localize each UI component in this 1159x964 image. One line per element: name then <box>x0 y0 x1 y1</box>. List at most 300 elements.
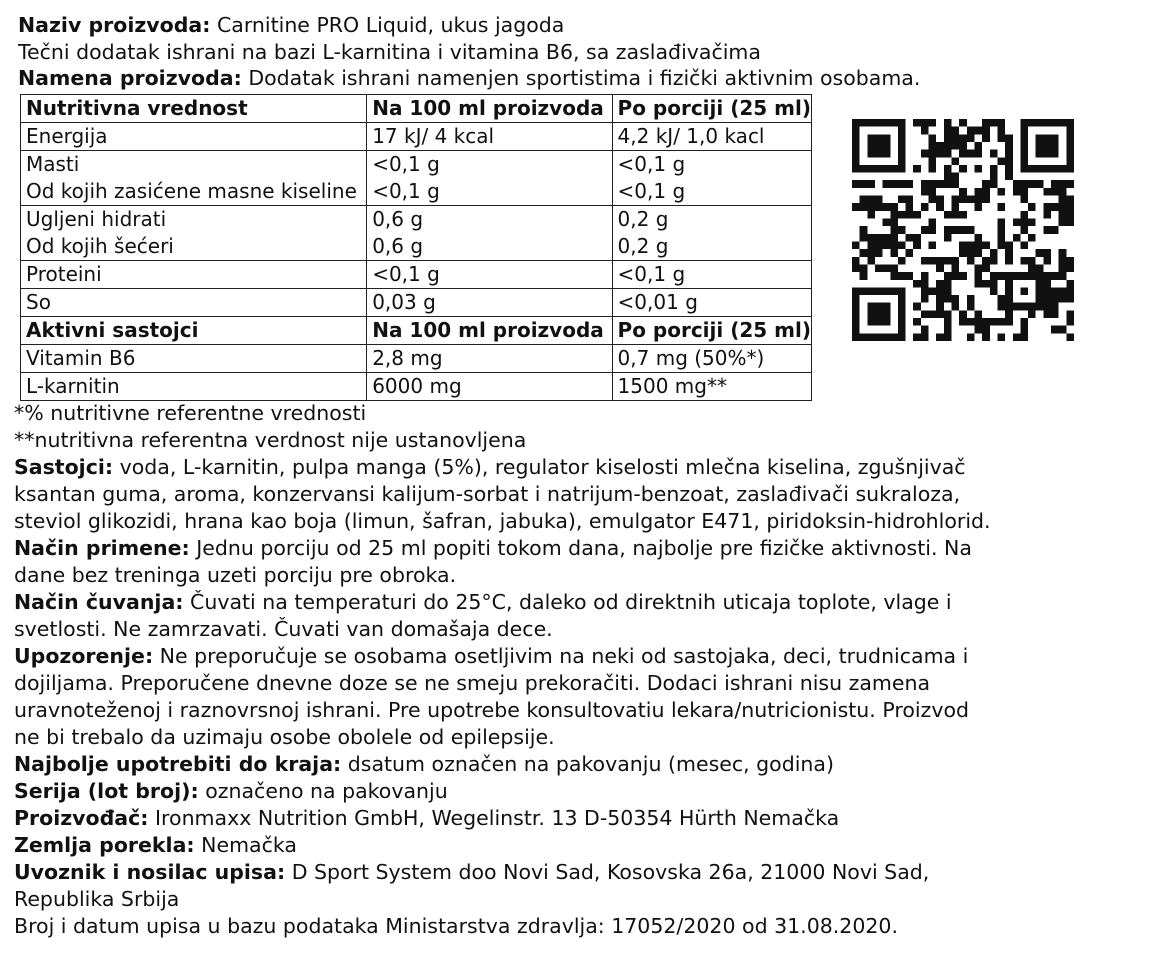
qr-module <box>867 211 875 219</box>
qr-module <box>883 310 891 318</box>
best-before-line: Najbolje upotrebiti do kraja: dsatum označen na pakovanju (mesec, godina) <box>14 752 834 776</box>
qr-module <box>921 287 929 295</box>
qr-module <box>1051 142 1059 150</box>
qr-module <box>952 127 960 135</box>
qr-module <box>1043 142 1051 150</box>
qr-module <box>883 165 891 173</box>
header-cell: Po porciji (25 ml) <box>612 317 811 345</box>
qr-module <box>860 180 868 188</box>
qr-module <box>1051 295 1059 303</box>
qr-module <box>898 165 906 173</box>
qr-module <box>1028 180 1036 188</box>
qr-module <box>959 165 967 173</box>
qr-module <box>952 134 960 142</box>
qr-module <box>967 134 975 142</box>
qr-module <box>1028 257 1036 265</box>
qr-module <box>959 196 967 204</box>
qr-module <box>852 241 860 249</box>
table-row <box>21 373 812 401</box>
qr-module <box>929 165 937 173</box>
best-before-label: Najbolje upotrebiti do kraja: <box>14 752 342 776</box>
qr-module <box>1013 234 1021 242</box>
qr-module <box>852 203 860 211</box>
qr-module <box>967 318 975 326</box>
qr-module <box>913 234 921 242</box>
qr-module <box>852 119 860 127</box>
qr-module <box>875 142 883 150</box>
qr-module <box>906 180 914 188</box>
qr-module <box>890 287 898 295</box>
qr-module <box>929 157 937 165</box>
qr-module <box>898 310 906 318</box>
qr-module <box>1043 303 1051 311</box>
qr-module <box>875 165 883 173</box>
qr-module <box>1005 157 1013 165</box>
qr-module <box>1043 150 1051 158</box>
qr-module <box>1059 119 1067 127</box>
qr-module <box>1066 203 1074 211</box>
qr-module <box>1013 303 1021 311</box>
qr-module <box>944 180 952 188</box>
qr-module <box>1005 295 1013 303</box>
qr-module <box>906 196 914 204</box>
qr-module <box>997 219 1005 227</box>
qr-module <box>921 119 929 127</box>
product-purpose-value: Dodatak ishrani namenjen sportistima i fizički aktivnim osobama. <box>241 66 921 90</box>
qr-module <box>936 310 944 318</box>
usage-line-2: dane bez treninga uzeti porciju pre obroka. <box>14 563 457 587</box>
qr-module <box>1066 280 1074 288</box>
qr-module <box>967 196 975 204</box>
qr-module <box>944 318 952 326</box>
origin-label: Zemlja porekla: <box>14 833 195 857</box>
qr-module <box>929 257 937 265</box>
qr-module <box>944 234 952 242</box>
qr-module <box>1066 134 1074 142</box>
qr-module <box>974 203 982 211</box>
qr-module <box>867 150 875 158</box>
qr-module <box>867 180 875 188</box>
qr-module <box>852 150 860 158</box>
qr-module <box>875 119 883 127</box>
qr-module <box>1059 188 1067 196</box>
qr-module <box>959 310 967 318</box>
qr-module <box>1036 180 1044 188</box>
warning-line-1: Upozorenje: Ne preporučuje se osobama osetljivim na neki od sastojaka, deci, trudnicama i <box>14 644 969 668</box>
qr-module <box>944 127 952 135</box>
qr-module <box>890 241 898 249</box>
qr-module <box>1066 196 1074 204</box>
qr-module <box>1020 241 1028 249</box>
qr-module <box>982 241 990 249</box>
qr-module <box>929 150 937 158</box>
qr-module <box>974 249 982 257</box>
row-per100: 2,8 mg <box>367 345 612 373</box>
qr-module <box>913 318 921 326</box>
table-row <box>21 123 812 151</box>
header-cell: Aktivni sastojci <box>21 317 367 345</box>
qr-module <box>1020 287 1028 295</box>
qr-module <box>852 264 860 272</box>
qr-module <box>898 226 906 234</box>
qr-module <box>913 280 921 288</box>
warning-line-4: ne bi trebalo da uzimaju osobe obolele od epilepsije. <box>14 725 555 749</box>
qr-module <box>852 318 860 326</box>
qr-module <box>1036 249 1044 257</box>
qr-module <box>936 303 944 311</box>
qr-module <box>1051 287 1059 295</box>
qr-module <box>1005 272 1013 280</box>
qr-module <box>1005 310 1013 318</box>
qr-module <box>883 150 891 158</box>
row-per-serving: 0,7 mg (50%*) <box>612 345 811 373</box>
qr-module <box>1059 203 1067 211</box>
qr-module <box>1059 180 1067 188</box>
qr-module <box>982 326 990 334</box>
qr-module <box>959 241 967 249</box>
qr-module <box>898 142 906 150</box>
qr-module <box>929 219 937 227</box>
qr-module <box>1036 264 1044 272</box>
qr-module <box>997 295 1005 303</box>
qr-module <box>929 142 937 150</box>
qr-module <box>1051 303 1059 311</box>
qr-module <box>883 142 891 150</box>
row-per100: 6000 mg <box>367 373 612 401</box>
qr-module <box>1020 318 1028 326</box>
qr-module <box>997 119 1005 127</box>
qr-module <box>1020 134 1028 142</box>
qr-module <box>1066 142 1074 150</box>
qr-module <box>1013 219 1021 227</box>
qr-module <box>1059 272 1067 280</box>
qr-module <box>913 241 921 249</box>
qr-module <box>860 287 868 295</box>
qr-module <box>852 287 860 295</box>
qr-module <box>921 188 929 196</box>
qr-module <box>990 287 998 295</box>
qr-module <box>1036 287 1044 295</box>
qr-module <box>852 310 860 318</box>
row-per100: 17 kJ/ 4 kcal <box>367 123 612 151</box>
qr-module <box>936 287 944 295</box>
qr-module <box>890 249 898 257</box>
qr-module <box>1059 326 1067 334</box>
qr-module <box>906 234 914 242</box>
qr-module <box>852 180 860 188</box>
qr-module <box>890 272 898 280</box>
qr-module <box>921 326 929 334</box>
qr-module <box>898 157 906 165</box>
qr-module <box>1005 165 1013 173</box>
qr-module <box>959 211 967 219</box>
product-purpose-line <box>18 65 920 92</box>
qr-module <box>898 150 906 158</box>
qr-module <box>997 303 1005 311</box>
qr-module <box>974 142 982 150</box>
qr-module <box>929 241 937 249</box>
header-cell: Po porciji (25 ml) <box>612 95 811 123</box>
qr-module <box>875 150 883 158</box>
qr-module <box>1051 326 1059 334</box>
qr-module <box>990 280 998 288</box>
qr-module <box>982 188 990 196</box>
qr-module <box>929 287 937 295</box>
qr-module <box>967 150 975 158</box>
qr-module <box>959 226 967 234</box>
qr-module <box>867 203 875 211</box>
qr-module <box>913 333 921 341</box>
qr-module <box>867 241 875 249</box>
qr-module <box>906 249 914 257</box>
qr-module <box>1020 257 1028 265</box>
qr-module <box>929 310 937 318</box>
qr-module <box>929 180 937 188</box>
qr-module <box>898 318 906 326</box>
qr-module <box>1066 257 1074 265</box>
qr-module <box>1036 165 1044 173</box>
qr-module <box>974 234 982 242</box>
qr-module <box>1028 264 1036 272</box>
qr-module <box>1043 188 1051 196</box>
qr-module <box>1036 272 1044 280</box>
qr-module <box>1013 272 1021 280</box>
qr-module <box>974 272 982 280</box>
table-header-row <box>21 95 812 123</box>
qr-module <box>944 280 952 288</box>
qr-module <box>875 249 883 257</box>
qr-module <box>944 287 952 295</box>
qr-module <box>952 257 960 265</box>
qr-module <box>875 333 883 341</box>
qr-module <box>1020 119 1028 127</box>
table-row <box>21 151 812 206</box>
qr-module <box>1051 203 1059 211</box>
qr-module <box>1020 165 1028 173</box>
qr-module <box>867 257 875 265</box>
storage-line-1: Način čuvanja: Čuvati na temperaturi do 25°C, daleko od direktnih uticaja toplote, vlage i <box>14 590 952 614</box>
qr-module <box>959 272 967 280</box>
footnote-1: *% nutritivne referentne vrednosti <box>14 401 367 425</box>
qr-module <box>921 226 929 234</box>
qr-module <box>1028 310 1036 318</box>
qr-module <box>959 142 967 150</box>
importer-line-1: Uvoznik i nosilac upisa: D Sport System doo Novi Sad, Kosovska 26a, 21000 Novi Sad, <box>14 860 930 884</box>
row-name: Masti Od kojih zasićene masne kiseline <box>21 151 367 206</box>
qr-module <box>867 333 875 341</box>
qr-module <box>1043 287 1051 295</box>
qr-module <box>982 280 990 288</box>
qr-module <box>1005 280 1013 288</box>
qr-module <box>875 264 883 272</box>
qr-module <box>1005 150 1013 158</box>
qr-module <box>1066 127 1074 135</box>
table-row <box>21 345 812 373</box>
qr-module <box>1036 150 1044 158</box>
qr-module <box>1020 219 1028 227</box>
qr-module <box>1059 196 1067 204</box>
qr-module <box>936 196 944 204</box>
qr-module <box>852 333 860 341</box>
qr-module <box>974 241 982 249</box>
qr-module <box>997 188 1005 196</box>
qr-module <box>860 234 868 242</box>
qr-module <box>1051 150 1059 158</box>
qr-module <box>1043 134 1051 142</box>
qr-module <box>898 196 906 204</box>
qr-module <box>959 249 967 257</box>
qr-module <box>1059 264 1067 272</box>
qr-module <box>852 326 860 334</box>
registration-line: Broj i datum upisa u bazu podataka Ministarstva zdravlja: 17052/2020 od 31.08.2020. <box>14 914 898 938</box>
qr-module <box>921 203 929 211</box>
usage-line-1: Način primene: Jednu porciju od 25 ml popiti tokom dana, najbolje pre fizičke aktivnosti. Na <box>14 536 972 560</box>
row-per-serving: <0,1 g <box>612 261 811 289</box>
qr-module <box>952 226 960 234</box>
qr-module <box>974 196 982 204</box>
qr-module <box>967 295 975 303</box>
qr-module <box>883 287 891 295</box>
qr-module <box>898 211 906 219</box>
qr-module <box>1051 180 1059 188</box>
qr-module <box>944 226 952 234</box>
qr-module <box>1043 203 1051 211</box>
qr-module <box>936 203 944 211</box>
table-row <box>21 206 812 261</box>
qr-module <box>1043 310 1051 318</box>
qr-module <box>898 326 906 334</box>
qr-module <box>1051 119 1059 127</box>
qr-module <box>921 333 929 341</box>
qr-module <box>867 318 875 326</box>
qr-module <box>1043 295 1051 303</box>
qr-module <box>890 219 898 227</box>
qr-module <box>997 127 1005 135</box>
qr-module <box>1020 211 1028 219</box>
qr-module <box>967 241 975 249</box>
nutrition-table <box>20 94 812 401</box>
qr-module <box>952 303 960 311</box>
qr-module <box>1020 303 1028 311</box>
qr-module <box>898 180 906 188</box>
qr-module <box>929 188 937 196</box>
qr-module <box>952 211 960 219</box>
qr-module <box>929 119 937 127</box>
qr-module <box>1051 272 1059 280</box>
qr-module <box>860 165 868 173</box>
qr-module <box>944 295 952 303</box>
qr-module <box>1043 257 1051 265</box>
storage-line-2: svetlosti. Ne zamrzavati. Čuvati van domašaja dece. <box>14 617 553 641</box>
origin-line: Zemlja porekla: Nemačka <box>14 833 297 857</box>
qr-module <box>967 257 975 265</box>
row-name: L-karnitin <box>21 373 367 401</box>
header-cell: Na 100 ml proizvoda <box>367 317 612 345</box>
qr-module <box>1066 157 1074 165</box>
qr-module <box>944 211 952 219</box>
qr-module <box>883 303 891 311</box>
qr-module <box>852 142 860 150</box>
qr-module <box>867 134 875 142</box>
qr-module <box>974 127 982 135</box>
qr-module <box>967 249 975 257</box>
qr-module <box>1028 219 1036 227</box>
qr-module <box>929 134 937 142</box>
label-text <box>14 400 1134 940</box>
qr-module <box>867 303 875 311</box>
qr-module <box>1066 180 1074 188</box>
ingredients-line-2: ksantan guma, aroma, konzervansi kalijum-sorbat i natrijum-benzoat, zaslađivači sukraloza, <box>14 482 961 506</box>
qr-module <box>867 287 875 295</box>
qr-module <box>883 180 891 188</box>
qr-module <box>860 272 868 280</box>
lot-line: Serija (lot broj): označeno na pakovanju <box>14 779 448 803</box>
qr-module <box>944 150 952 158</box>
product-purpose-label: Namena proizvoda: <box>18 66 242 90</box>
warning-label: Upozorenje: <box>14 644 154 668</box>
qr-module <box>875 318 883 326</box>
qr-module <box>982 119 990 127</box>
qr-module <box>1028 119 1036 127</box>
qr-module <box>867 196 875 204</box>
row-per-serving: 4,2 kJ/ 1,0 kacl <box>612 123 811 151</box>
qr-module <box>944 272 952 280</box>
qr-module <box>867 165 875 173</box>
qr-module <box>990 318 998 326</box>
qr-module <box>1066 287 1074 295</box>
qr-module <box>974 150 982 158</box>
qr-module <box>974 310 982 318</box>
qr-module <box>921 280 929 288</box>
row-per-serving: 0,2 g 0,2 g <box>612 206 811 261</box>
qr-module <box>974 188 982 196</box>
qr-module <box>1066 211 1074 219</box>
qr-module <box>1020 333 1028 341</box>
qr-module <box>860 203 868 211</box>
qr-module <box>1066 119 1074 127</box>
qr-module <box>883 264 891 272</box>
product-subtitle: Tečni dodatak ishrani na bazi L-karnitina i vitamina B6, sa zaslađivačima <box>18 40 761 64</box>
qr-module <box>852 165 860 173</box>
qr-module <box>860 196 868 204</box>
qr-module <box>997 318 1005 326</box>
qr-module <box>990 249 998 257</box>
qr-module <box>875 134 883 142</box>
qr-module <box>944 333 952 341</box>
qr-module <box>952 264 960 272</box>
qr-module <box>944 257 952 265</box>
qr-module <box>860 119 868 127</box>
qr-module <box>921 180 929 188</box>
qr-module <box>1013 180 1021 188</box>
qr-module <box>936 150 944 158</box>
qr-module <box>1005 287 1013 295</box>
qr-module <box>974 318 982 326</box>
qr-module <box>913 211 921 219</box>
row-name: So <box>21 289 367 317</box>
row-per100: <0,1 g <box>367 261 612 289</box>
qr-module <box>1066 295 1074 303</box>
row-name: Energija <box>21 123 367 151</box>
qr-module <box>852 295 860 303</box>
qr-module <box>959 318 967 326</box>
lot-label: Serija (lot broj): <box>14 779 199 803</box>
qr-module <box>944 119 952 127</box>
qr-module <box>1028 272 1036 280</box>
active-header-row <box>21 317 812 345</box>
qr-module <box>936 280 944 288</box>
qr-module <box>906 272 914 280</box>
